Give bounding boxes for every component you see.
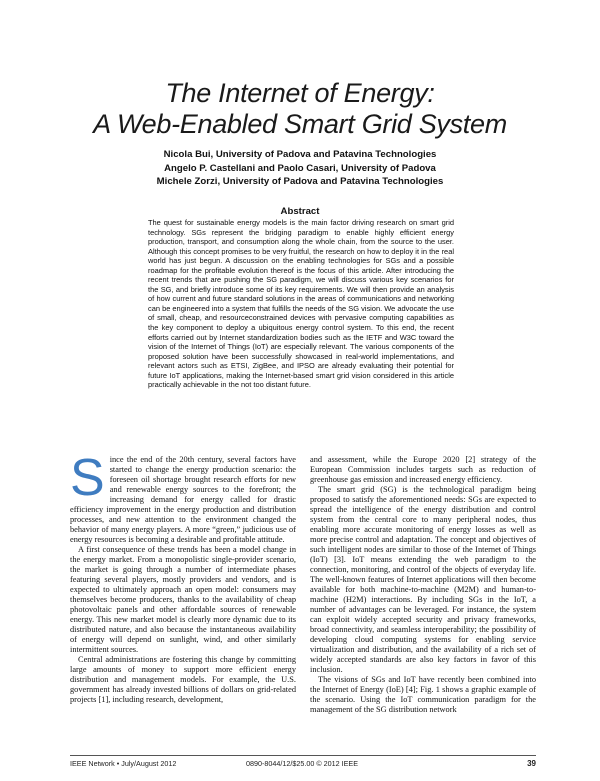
drop-cap: S (70, 449, 105, 507)
page-number: 39 (527, 759, 536, 768)
paragraph (70, 449, 296, 545)
paragraph-text: ince the end of the 20th century, several factors have started to change the energy production scenario: the foreseen oil shortage brought research efforts for new and renewable energy sources to the forefront; the increasing demand for energy called for drastic efficiency improvement in the energy production and distribution processes, and new attention to the environment changed the behavior of many energy players. A more “green,” judicious use of energy resources is becoming a desirable and profitable attitude. (70, 455, 296, 545)
author-list (0, 148, 600, 189)
paragraph: Central administrations are fostering this change by committing large amounts of money to support more efficient energy distribution and management models. For example, the U.S. government has already invested billions of dollars on grid-related projects [1], including research, development, (70, 655, 296, 705)
article-title (0, 78, 600, 140)
title-line-1: The Internet of Energy: (165, 78, 435, 108)
author-line: Michele Zorzi, University of Padova and Patavina Technologies (156, 176, 444, 187)
abstract-heading: Abstract (280, 206, 320, 217)
title-line-2: A Web-Enabled Smart Grid System (93, 109, 507, 139)
copyright-code: 0890-8044/12/$25.00 © 2012 IEEE (246, 759, 358, 768)
body-column-right (310, 455, 536, 715)
footer-divider (70, 755, 536, 756)
author-line: Angelo P. Castellani and Paolo Casari, University of Padova (164, 162, 436, 174)
body-column-left (70, 449, 296, 705)
journal-info: IEEE Network • July/August 2012 (70, 759, 177, 768)
abstract-text: The quest for sustainable energy models is the main factor driving research on smart grid technology. SGs represent the bridging paradigm to enable highly efficient energy production, transport, and consumption along the whole chain, from the source to the user. Although this concept promises to be very fruitful, the research on how to deploy it in the real world has just begun. A discussion on the enabling technologies for SGs and a possible roadmap for the profitable evolution thereof is the focus of this article. After introducing the recent trends that are pushing the SG paradigm, we will discuss various key scenarios for the SG, and briefly introduce some of its key requirements. We will then provide an analysis of how current and future standard solutions in the areas of communications and networking can be engineered into a system that fulfills the needs of the SG vision. We advocate the use of small, cheap, and resourceconstrained devices with pervasive computing capabilities as the key component to deploy a ubiquitous energy control system. To this end, the recent efforts carried out by Internet standardization bodies such as the IETF and W3C toward the vision of the Internet of Things (IoT) are especially relevant. The various components of the proposed solution have been successfully showcased in real-world implementations, and relevant actors such as ETSI, ZigBee, and IPSO are already evaluating their potential for future IoT applications, making the Internet-based smart grid vision considered in this article practically achievable in the not too distant future. (148, 218, 454, 390)
paragraph: A first consequence of these trends has been a model change in the energy market. From a monopolistic single-provider scenario, the market is going through a number of intermediate phases featuring several players, mostly providers and vendors, and is expected to ultimately approach an open model: consumers may themselves become producers, thanks to the availability of cheap photovoltaic panels and other affordable sources of renewable energy. This new market model is clearly more dynamic due to its distributed nature, and also because the instantaneous availability of energy will depend on sunlight, wind, and other similarly intermittent sources. (70, 545, 296, 655)
paragraph: The visions of SGs and IoT have recently been combined into the Internet of Energy (IoE) [4]; Fig. 1 shows a graphic example of the scenario. Using the IoT communication paradigm for the management of the SG distribution network (310, 675, 536, 715)
author-line: Nicola Bui, University of Padova and Patavina Technologies (163, 149, 437, 160)
paragraph: The smart grid (SG) is the technological paradigm being proposed to satisfy the aforementioned needs: SGs are expected to spread the intelligence of the energy distribution and control system from the central core to many peripheral nodes, thus enabling more accurate monitoring of energy losses as well as more precise control and adaptation. The concept and objectives of such intelligent nodes are similar to those of the Internet of Things (IoT) [3]. IoT means extending the web paradigm to the connection, monitoring, and control of the objects of everyday life. The well-known features of Internet applications will then become available for both machine-to-machine (M2M) and human-to-machine (H2M) interactions. By including SGs in the IoT, a number of advantages can be leveraged. For instance, the system can exploit widely accepted security and privacy frameworks, broad connectivity, and seamless interoperability; the possibility of developing cloud computing systems for enabling service virtualization and distribution, and the availability of a rich set of widely accepted standards are also key factors in favor of this inclusion. (310, 485, 536, 675)
paragraph: and assessment, while the Europe 2020 [2] strategy of the European Commission includes targets such as reduction of greenhouse gas emission and increased energy efficiency. (310, 455, 536, 485)
